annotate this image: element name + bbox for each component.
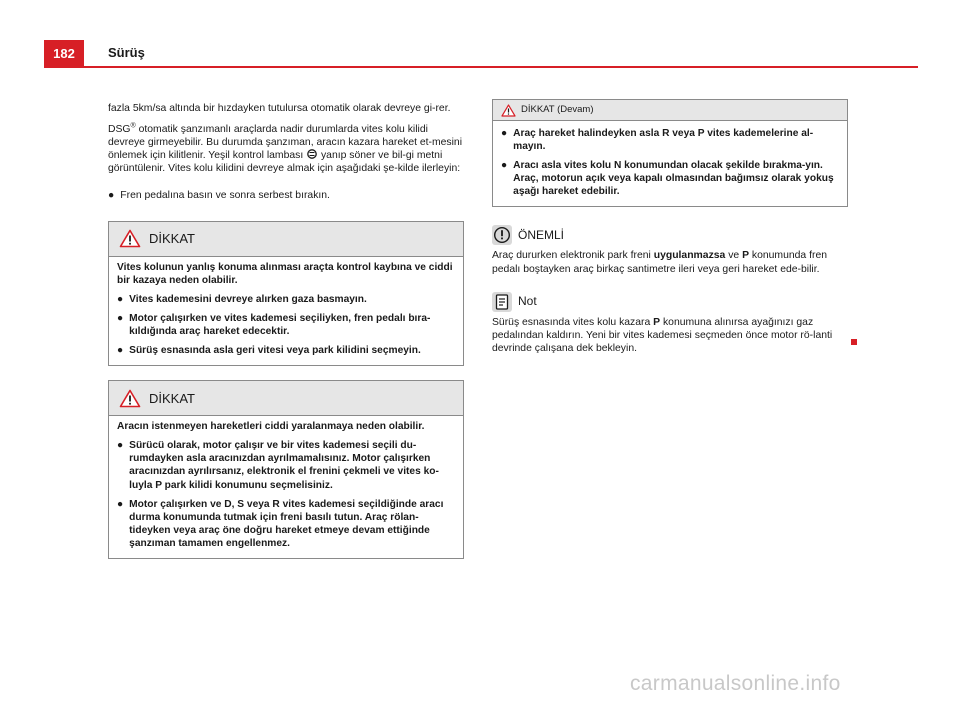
list-item bbox=[117, 312, 455, 338]
list-item-text: Vites kademesini devreye alırken gaza basmayın. bbox=[129, 293, 367, 305]
dsg-text-b: yanıp söner ve bil-gi metni görüntülenir. Vites kolu kilidini devreye almak için aşağıdaki şe-kilde ilerleyin: bbox=[108, 150, 461, 175]
list-item-text: Motor çalışırken ve D, S veya R vites kademesi seçildiğinde aracı durma konumunda tutmak için freni basılı tutun. Araç rölan-tideyken veya araç öne doğru hareket etmeye devam ettiğinde şanzıman tamamen engellenmez. bbox=[129, 498, 444, 549]
watermark: carmanualsonline.info bbox=[630, 672, 841, 695]
left-column bbox=[108, 102, 464, 573]
warning-box-2-body bbox=[109, 416, 463, 558]
warning-triangle-icon bbox=[119, 229, 141, 248]
bullet-dot: ● bbox=[117, 498, 124, 510]
warning-box-1-intro: Vites kolunun yanlış konuma alınması araçta kontrol kaybına ve ciddi bir kazaya neden olabilir. bbox=[117, 261, 453, 286]
warning-box-1-body bbox=[109, 257, 463, 366]
gear-lever-lamp-icon bbox=[306, 149, 318, 159]
note-title: Not bbox=[518, 294, 537, 309]
list-item bbox=[117, 293, 455, 306]
caution-bold-1: uygulanmazsa bbox=[653, 250, 726, 262]
bullet-dot: ● bbox=[117, 312, 124, 324]
warning-box-2-header bbox=[109, 381, 463, 416]
note-header bbox=[492, 292, 848, 312]
caution-text-2: ve bbox=[725, 250, 743, 262]
warning-continued-title: DİKKAT (Devam) bbox=[521, 104, 594, 116]
warning-box-2-intro: Aracın istenmeyen hareketleri ciddi yaralanmaya neden olabilir. bbox=[117, 421, 425, 433]
list-item bbox=[117, 498, 455, 550]
bullet-dot: ● bbox=[117, 440, 124, 452]
list-item-text: Sürüş esnasında asla geri vitesi veya park kilidini seçmeyin. bbox=[129, 345, 421, 357]
step-text: Fren pedalına basın ve sonra serbest bırakın. bbox=[120, 190, 330, 202]
note-section bbox=[492, 292, 848, 355]
warning-box-2 bbox=[108, 380, 464, 559]
dsg-text-a: otomatik şanzımanlı araçlarda nadir durumlarda vites kolu kilidi devreye girmeyebilir. Bu durumda şanzıman, aracın kazara hareket et-mesini önlemek için kilitlenir. Yeşil kontrol lambası bbox=[108, 124, 463, 162]
note-text-1: Sürüş esnasında vites kolu kazara bbox=[492, 316, 654, 328]
caution-title: ÖNEMLİ bbox=[518, 227, 565, 242]
caution-text bbox=[492, 249, 848, 275]
note-text bbox=[492, 316, 848, 355]
warning-continued-box bbox=[492, 99, 848, 207]
warning-box-2-title: DİKKAT bbox=[149, 390, 195, 406]
list-item-text: Motor çalışırken ve vites kademesi seçiliyken, fren pedalı bıra-kıldığında araç hareket edecektir. bbox=[129, 312, 431, 337]
list-item bbox=[501, 127, 839, 153]
bullet-dot: ● bbox=[117, 345, 124, 357]
warning-box-1-header bbox=[109, 222, 463, 257]
intro-paragraph: fazla 5km/sa altında bir hızdayken tutulursa otomatik olarak devreye gi-rer. bbox=[108, 103, 451, 114]
caution-section bbox=[492, 225, 848, 275]
warning-box-1-title: DİKKAT bbox=[149, 231, 195, 247]
warning-triangle-icon bbox=[119, 389, 141, 408]
chapter-title: Sürüş bbox=[108, 45, 145, 60]
step-item bbox=[108, 189, 464, 202]
caution-text-1: Araç dururken elektronik park freni bbox=[492, 250, 654, 262]
caution-bold-2: P bbox=[742, 250, 750, 262]
note-text-2: konumuna alınırsa ayağınızı gaz pedalından kaldırın. Yeni bir vites kademesi seçmeden önce motor rö-lanti devrinde çalışana dek bekleyin. bbox=[492, 316, 833, 354]
dsg-brand: DSG bbox=[108, 124, 131, 136]
section-end-marker bbox=[851, 339, 857, 345]
caution-header bbox=[492, 225, 848, 245]
dsg-paragraph bbox=[108, 123, 464, 175]
note-info-icon bbox=[492, 292, 512, 312]
warning-box-1 bbox=[108, 221, 464, 367]
warning-continued-body bbox=[493, 121, 847, 206]
bullet-dot: ● bbox=[108, 190, 115, 202]
header-rule bbox=[44, 66, 918, 68]
warning-triangle-icon bbox=[501, 104, 516, 117]
bullet-dot: ● bbox=[501, 128, 508, 139]
warning-continued-header bbox=[493, 100, 847, 121]
bullet-dot: ● bbox=[501, 160, 508, 172]
list-item-text: Aracı asla vites kolu N konumundan olacak şekilde bırakma-yın. Araç, motorun açık veya kapalı olmasından bağımsız olarak yokuş aşağı hareket edebilir. bbox=[513, 160, 834, 198]
list-item bbox=[117, 344, 455, 357]
caution-text-3: konumunda fren pedalı boştayken araç birkaç santimetre ileri veya geri hareket ede-bilir. bbox=[492, 250, 827, 275]
registered-mark: ® bbox=[130, 122, 136, 130]
list-item bbox=[501, 159, 839, 198]
list-item-text: Araç hareket halindeyken asla R veya P vites kademelerine al-mayın. bbox=[513, 128, 814, 153]
page-number: 182 bbox=[44, 40, 84, 66]
caution-exclamation-icon bbox=[492, 225, 512, 245]
list-item bbox=[117, 439, 455, 491]
right-column bbox=[492, 99, 848, 363]
note-bold-1: P bbox=[653, 316, 661, 328]
list-item-text: Sürücü olarak, motor çalışır ve bir vites kademesi seçili du-rumdayken asla aracınızdan ayrılmamalısınız. Motor çalışırken aracınızdan ayrılırsanız, elektronik el frenini çekmeli ve vites ko-luyla P park kilidi konumunu seçmelisiniz. bbox=[129, 440, 439, 491]
bullet-dot: ● bbox=[117, 293, 124, 305]
